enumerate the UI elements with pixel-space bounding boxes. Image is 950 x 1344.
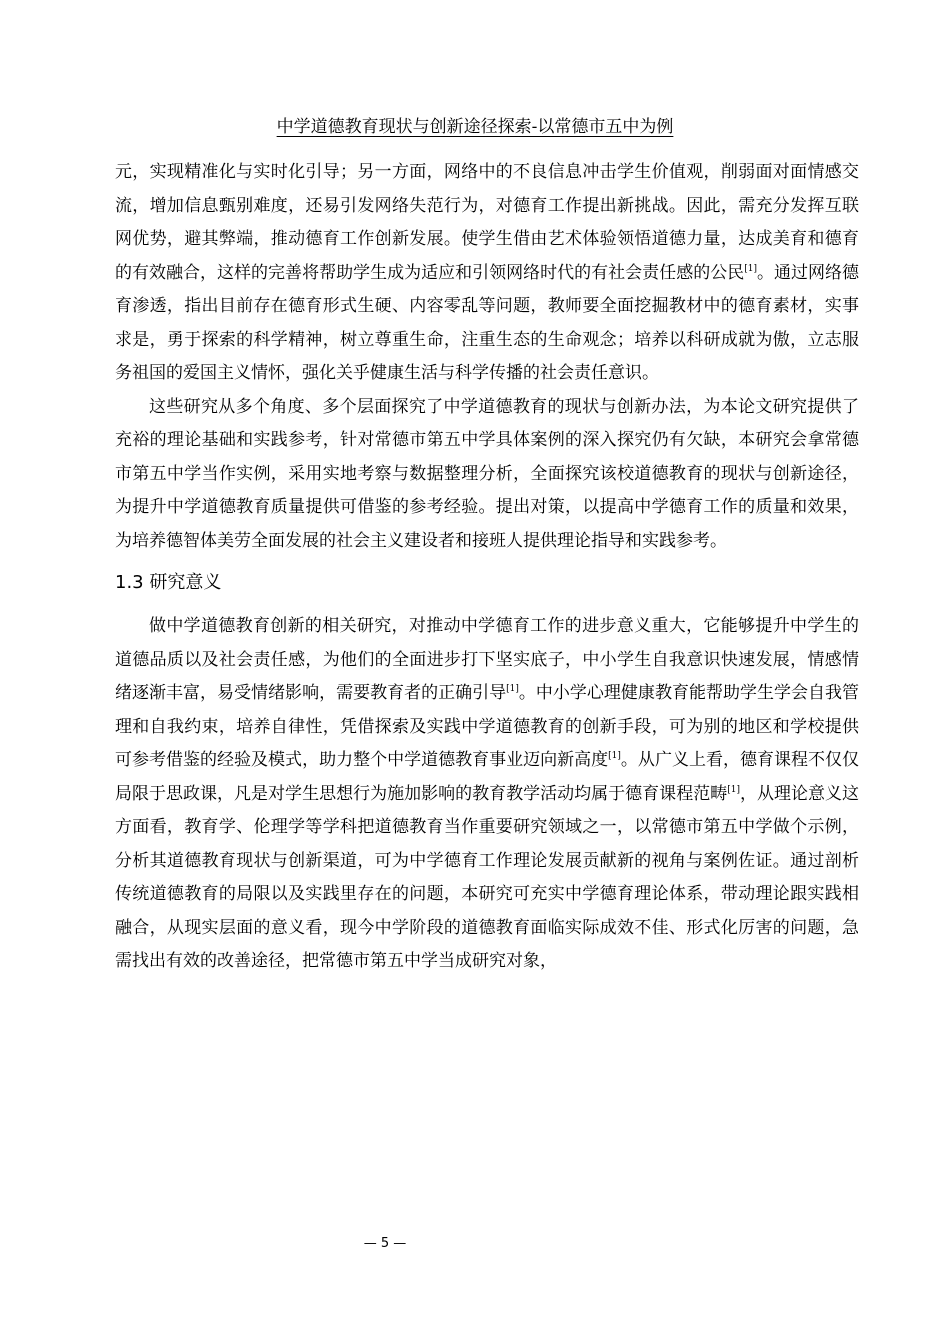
paragraph-text: ，从理论意义这方面看，教育学、伦理学等学科把道德教育当作重要研究领域之一，以常德市第五中学做个示例，分析其道德教育现状与创新渠道，可为中学德育工作理论发展贡献新的视角与案例佐证。通过剖析传统道德教育的局限以及实践里存在的问题，本研究可充实中学德育理论体系，带动理论跟实践相融合，从现实层面的意义看，现今中学阶段的道德教育面临实际成效不佳、形式化厉害的问题，急需找出有效的改善途径，把常德市第五中学当成研究对象， — [115, 783, 860, 971]
section-heading: 1.3 研究意义 — [115, 572, 222, 593]
running-header — [0, 116, 950, 138]
document-body — [115, 156, 859, 979]
citation-marker: [1] — [506, 684, 519, 694]
page-number: — 5 — — [363, 1236, 407, 1251]
paragraph-text: 。通过网络德育渗透，指出目前存在德育形式生硬、内容零乱等问题，教师要全面挖掘教材中的德育素材，实事求是，勇于探索的科学精神，树立尊重生命，注重生态的生命观念；培养以科研成就为傲，立志服务祖国的爱国主义情怀，强化关乎健康生活与科学传播的社会责任意识。 — [115, 262, 860, 383]
running-header-title: 中学道德教育现状与创新途径探索-以常德市五中为例 — [276, 117, 674, 137]
paragraph-text: 。中小学心理健康教育能帮助学生学会自我管理和自我约束，培养自律性，凭借探索及实践中学道德教育的创新手段，可为别的地区和学校提供可参考借鉴的经验及模式，助力整个中学道德教育事业迈向新高度 — [115, 683, 860, 770]
paragraph-research-significance — [115, 610, 859, 979]
paragraph-continued — [115, 156, 859, 391]
paragraph-text: 。从广义上看，德育课程不仅仅局限于思政课，凡是对学生思想行为施加影响的教育教学活动均属于德育课程范畴 — [115, 750, 860, 804]
paragraph-text: 元，实现精准化与实时化引导；另一方面，网络中的不良信息冲击学生价值观，削弱面对面情感交流，增加信息甄别难度，还易引发网络失范行为，对德育工作提出新挑战。因此，需充分发挥互联网优势，避其弊端，推动德育工作创新发展。使学生借由艺术体验领悟道德力量，达成美育和德育的有效融合，这样的完善将帮助学生成为适应和引领网络时代的有社会责任感的公民 — [115, 162, 859, 283]
paragraph-text: 做中学道德教育创新的相关研究，对推动中学德育工作的进步意义重大，它能够提升中学生的道德品质以及社会责任感，为他们的全面进步打下坚实底子，中小学生自我意识快速发展，情感情绪逐渐丰富，易受情绪影响，需要教育者的正确引导 — [115, 616, 859, 703]
citation-marker: [1] — [744, 263, 757, 274]
paragraph-research-summary: 这些研究从多个角度、多个层面探究了中学道德教育的现状与创新办法，为本论文研究提供了充裕的理论基础和实践参考，针对常德市第五中学具体案例的深入探究仍有欠缺，本研究会拿常德市第五中学当作实例，采用实地考察与数据整理分析，全面探究该校道德教育的现状与创新途径，为提升中学道德教育质量提供可借鉴的参考经验。提出对策，以提高中学德育工作的质量和效果，为培养德智体美劳全面发展的社会主义建设者和接班人提供理论指导和实践参考。 — [115, 396, 859, 551]
citation-marker: [1] — [608, 751, 621, 761]
citation-marker: [1] — [727, 784, 740, 795]
